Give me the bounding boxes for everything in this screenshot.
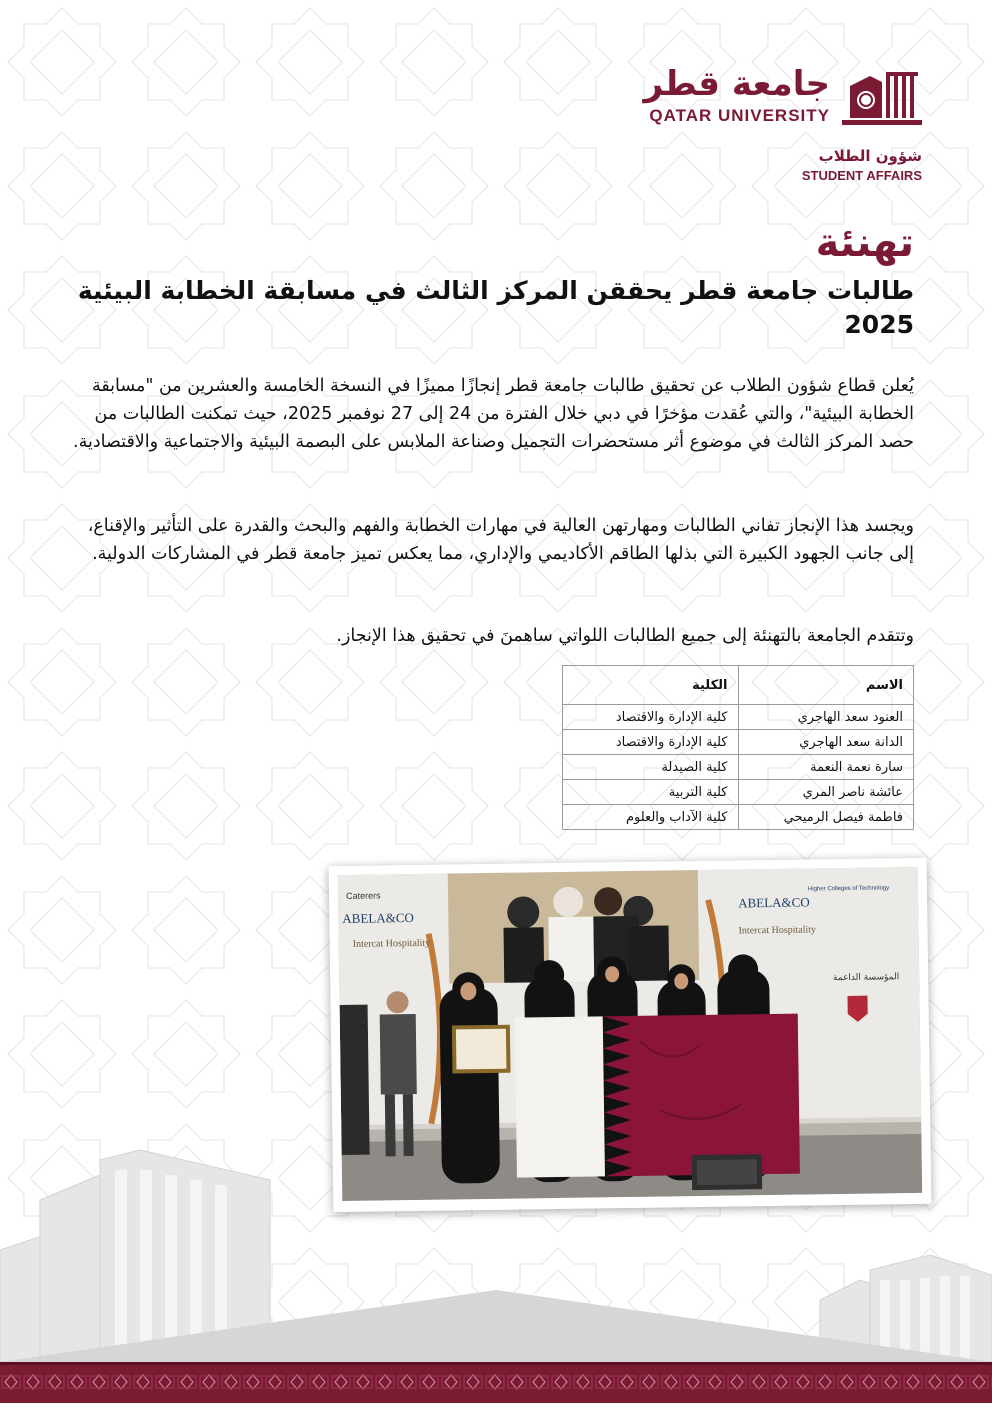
sponsor-right-4: المؤسسة الداعمة (832, 972, 900, 984)
university-emblem-icon (842, 68, 922, 128)
logo-arabic-text: جامعة قطر (643, 64, 830, 104)
department-label (802, 146, 922, 186)
header-name: الاسم (738, 666, 914, 705)
footer-divider (0, 1362, 992, 1365)
department-english: STUDENT AFFAIRS (801, 168, 922, 183)
department-arabic: شؤون الطلاب (818, 147, 922, 165)
paragraph-achievement: ويجسد هذا الإنجاز تفاني الطالبات ومهارتهن العالية في مهارات الخطابة والفهم والبحث والقدرة على التأثير والإقناع، إلى جانب الجهود الكبيرة التي بذلها الطاقم الأكاديمي والإداري، مما يعكس تميز جامعة قطر في المشاركات الدولية. (87, 516, 914, 564)
winners-photo (338, 867, 922, 1201)
congratulations-title: تهنئة (815, 220, 914, 266)
footer-band (0, 1362, 992, 1403)
table-row (563, 805, 914, 830)
student-college: كلية الآداب والعلوم (563, 805, 739, 830)
sponsor-right-2: Intercat Hospitality (738, 924, 817, 937)
sponsor-right-1: ABELA&CO (738, 894, 810, 911)
headline: طالبات جامعة قطر يحققن المركز الثالث في مسابقة الخطابة البيئية 2025 (77, 276, 914, 339)
student-college: كلية الصيدلة (563, 755, 739, 780)
table-row (563, 755, 914, 780)
winners-photo-illustration (338, 867, 922, 1201)
sponsor-left-2: Intercat Hospitality (352, 937, 431, 950)
footer-pattern (0, 1362, 992, 1403)
student-name: الدانة سعد الهاجري (738, 730, 914, 755)
table-row (563, 705, 914, 730)
winners-photo-frame (329, 858, 932, 1212)
students-table (562, 665, 914, 830)
svg-text:Caterers: Caterers (345, 890, 381, 901)
sponsor-left-1: ABELA&CO (342, 910, 414, 927)
table-header-row (563, 666, 914, 705)
paragraph-announcement: يُعلن قطاع شؤون الطلاب عن تحقيق طالبات جامعة قطر إنجازًا مميزًا في النسخة الخامسة والعشرين من "مسابقة الخطابة البيئية"، والتي عُقدت مؤخرًا في دبي خلال الفترة من 24 إلى 27 نوفمبر 2025، حيث تمكنت الطالبات من حصد المركز الثالث في موضوع أثر مستحضرات التجميل وصناعة الملابس على البصمة البيئية والاجتماعية والاقتصادية. (73, 376, 914, 452)
student-name: سارة نعمة النعمة (738, 755, 914, 780)
student-name: العنود سعد الهاجري (738, 705, 914, 730)
student-name: عائشة ناصر المري (738, 780, 914, 805)
student-college: كلية الإدارة والاقتصاد (563, 705, 739, 730)
logo-english-text: QATAR UNIVERSITY (649, 106, 830, 125)
header-college: الكلية (563, 666, 739, 705)
student-college: كلية الإدارة والاقتصاد (563, 730, 739, 755)
paragraph-congratulations: وتتقدم الجامعة بالتهنئة إلى جميع الطالبات اللواتي ساهمنَ في تحقيق هذا الإنجاز. (336, 626, 914, 646)
qatar-university-logo (643, 62, 922, 132)
student-college: كلية التربية (563, 780, 739, 805)
sponsor-right-3: Higher Colleges of Technology (807, 885, 890, 893)
student-name: فاطمة فيصل الرميحي (738, 805, 914, 830)
table-row (563, 730, 914, 755)
table-row (563, 780, 914, 805)
